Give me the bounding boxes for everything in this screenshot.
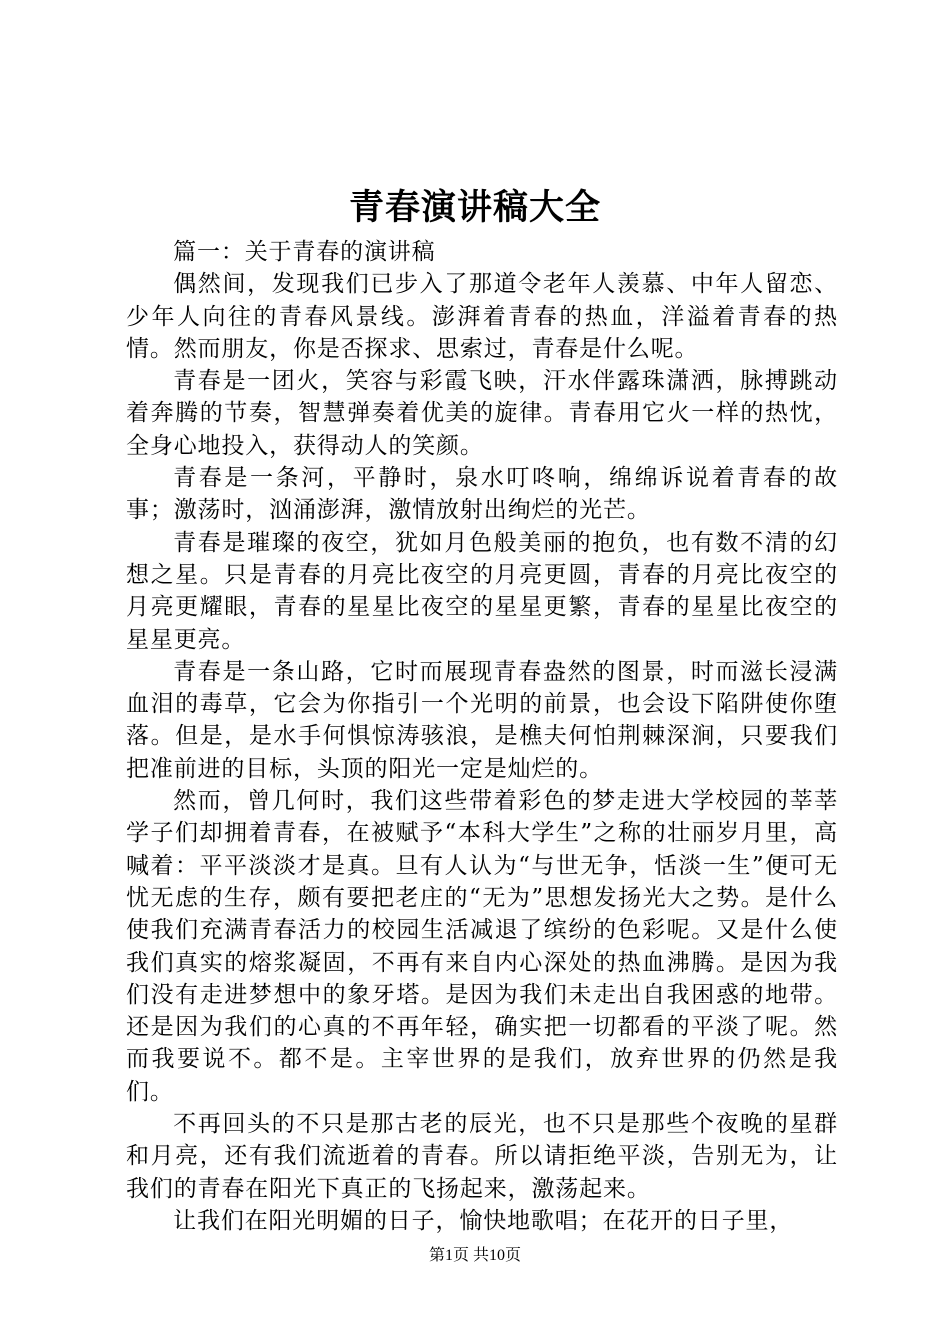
paragraph: 然而，曾几何时，我们这些带着彩色的梦走进大学校园的莘莘学子们却拥着青春，在被赋予“本科大学生”之称的壮丽岁月里，高喊着：平平淡淡才是真。旦有人认为“与世无争，恬淡一生”便可无忧无虑的生存，颇有要把老庄的“无为”思想发扬光大之势。是什么使我们充满青春活力的校园生活减退了缤纷的色彩呢。又是什么使我们真实的熔浆凝固，不再有来自内心深处的热血沸腾。是因为我们没有走进梦想中的象牙塔。是因为我们未走出自我困惑的地带。还是因为我们的心真的不再年轻，确实把一切都看的平淡了呢。然而我要说不。都不是。主宰世界的是我们，放弃世界的仍然是我们。: [126, 788, 838, 1105]
paragraph: 偶然间，发现我们已步入了那道令老年人羡慕、中年人留恋、少年人向往的青春风景线。澎湃着青春的热血，洋溢着青春的热情。然而朋友，你是否探求、思索过，青春是什么呢。: [126, 271, 838, 362]
paragraph: 让我们在阳光明媚的日子，愉快地歌唱；在花开的日子里，: [173, 1207, 794, 1234]
paragraph: 青春是一条河，平静时，泉水叮咚响，绵绵诉说着青春的故事；激荡时，汹涌澎湃，激情放射出绚烂的光芒。: [126, 465, 838, 524]
section-heading: 篇一：关于青春的演讲稿: [173, 239, 436, 265]
paragraph: 不再回头的不只是那古老的辰光，也不只是那些个夜晚的星群和月亮，还有我们流逝着的青春。所以请拒绝平淡，告别无为，让我们的青春在阳光下真正的飞扬起来，激荡起来。: [126, 1111, 838, 1202]
page-number-footer: 第1页 共10页: [428, 1247, 521, 1264]
paragraph: 青春是璀璨的夜空，犹如月色般美丽的抱负，也有数不清的幻想之星。只是青春的月亮比夜空的月亮更圆，青春的月亮比夜空的月亮更耀眼，青春的星星比夜空的星星更繁，青春的星星比夜空的星星更亮。: [126, 529, 838, 653]
paragraph: 青春是一团火，笑容与彩霞飞映，汗水伴露珠潇洒，脉搏跳动着奔腾的节奏，智慧弹奏着优美的旋律。青春用它火一样的热忱，全身心地投入，获得动人的笑颜。: [126, 368, 838, 459]
document-title: 青春演讲稿大全: [348, 187, 601, 228]
document-body: [126, 236, 838, 1237]
paragraph: 青春是一条山路，它时而展现青春盎然的图景，时而滋长浸满血泪的毒草，它会为你指引一个光明的前景，也会设下陷阱使你堕落。但是，是水手何惧惊涛骇浪，是樵夫何怕荆棘深涧，只要我们把准前进的目标，头顶的阳光一定是灿烂的。: [126, 658, 838, 782]
